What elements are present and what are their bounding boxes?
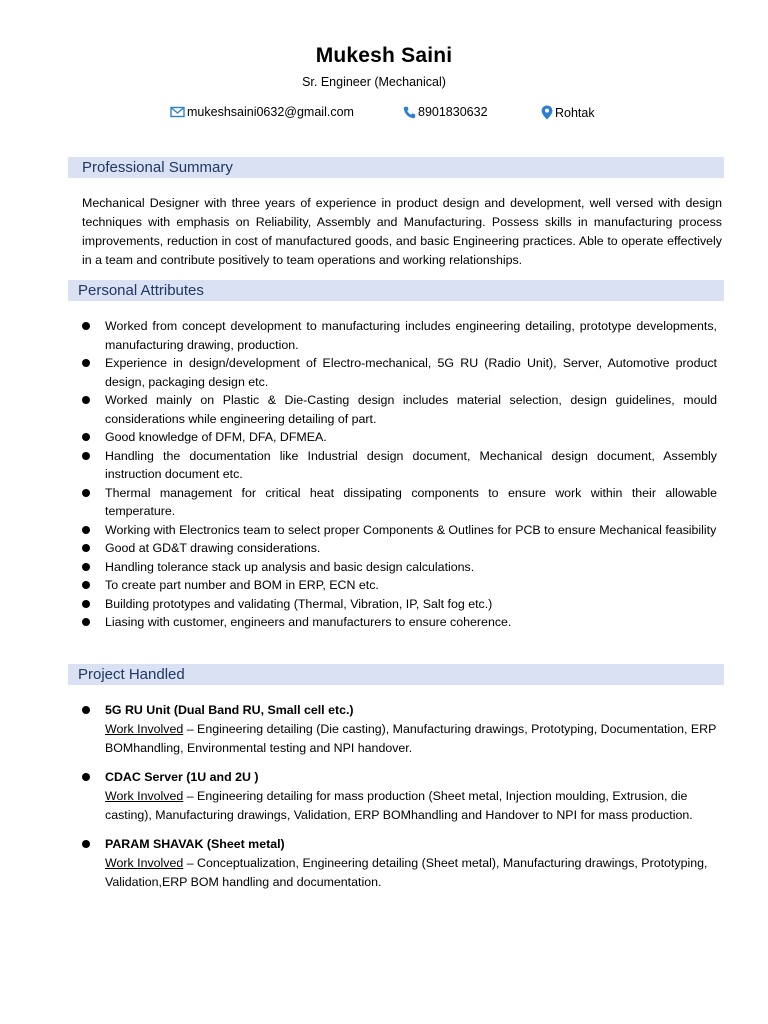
project-work: – Engineering detailing (Die casting), Manufacturing drawings, Prototyping, Documentation, ERP BOMhandling, Environmental testing and NPI handover. [105,722,717,755]
list-item: Working with Electronics team to select proper Components & Outlines for PCB to ensure Mechanical feasibility [80,521,717,540]
bullet-icon [82,840,90,848]
list-item: Building prototypes and validating (Thermal, Vibration, IP, Salt fog etc.) [80,595,717,614]
project-item [80,768,717,825]
bullet-icon [82,322,90,330]
bullet-icon [82,489,90,497]
bullet-icon [82,563,90,571]
bullet-icon [82,600,90,608]
bullet-icon [82,581,90,589]
list-item: To create part number and BOM in ERP, ECN etc. [80,576,717,595]
bullet-icon [82,452,90,460]
bullet-icon [82,359,90,367]
section-heading-projects: Project Handled [68,664,724,685]
projects-list [80,701,717,902]
bullet-icon [82,544,90,552]
list-item: Worked mainly on Plastic & Die-Casting design includes material selection, design guidelines, mould considerations while engineering detailing of part. [80,391,717,428]
project-item [80,835,717,892]
attributes-list [80,317,717,632]
project-work: – Conceptualization, Engineering detailing (Sheet metal), Manufacturing drawings, Prototyping, Validation,ERP BOM handling and documentation. [105,856,708,889]
list-item: Thermal management for critical heat dissipating components to ensure work within their allowable temperature. [80,484,717,521]
phone-icon [403,106,416,119]
bullet-icon [82,396,90,404]
location-pin-icon [541,105,553,120]
bullet-icon [82,618,90,626]
phone-text[interactable]: 8901830632 [418,105,488,119]
bullet-icon [82,433,90,441]
list-item: Good at GD&T drawing considerations. [80,539,717,558]
contact-email[interactable] [170,105,354,119]
contact-phone[interactable] [403,105,488,119]
work-involved-label: Work Involved [105,722,184,736]
bullet-icon [82,526,90,534]
list-item: Handling tolerance stack up analysis and basic design calculations. [80,558,717,577]
envelope-icon [170,106,185,118]
project-work: – Engineering detailing for mass production (Sheet metal, Injection moulding, Extrusion, die casting), Manufacturing drawings, Validation, ERP BOMhandling and Handover to NPI for mass production. [105,789,693,822]
project-title: CDAC Server (1U and 2U ) [105,770,259,784]
list-item: Experience in design/development of Electro-mechanical, 5G RU (Radio Unit), Server, Automotive product design, packaging design etc. [80,354,717,391]
candidate-role: Sr. Engineer (Mechanical) [302,75,446,89]
candidate-name: Mukesh Saini [315,44,453,67]
email-text[interactable]: mukeshsaini0632@gmail.com [187,105,354,119]
bullet-icon [82,773,90,781]
work-involved-label: Work Involved [105,856,184,870]
list-item: Good knowledge of DFM, DFA, DFMEA. [80,428,717,447]
summary-text: Mechanical Designer with three years of experience in product design and development, well versed with design techniques with emphasis on Reliability, Assembly and Manufacturing. Possess skills in manufacturing process improvements, reduction in cost of manufactured goods, and basic Engineering practices. Able to operate effectively in a team and contribute positively to team operations and working relationships. [82,196,722,267]
project-title: 5G RU Unit (Dual Band RU, Small cell etc.) [105,703,354,717]
work-involved-label: Work Involved [105,789,184,803]
location-text: Rohtak [555,105,595,120]
contact-location [541,105,595,120]
project-item [80,701,717,758]
section-heading-summary: Professional Summary [68,157,724,178]
bullet-icon [82,706,90,714]
project-title: PARAM SHAVAK (Sheet metal) [105,837,285,851]
list-item: Handling the documentation like Industrial design document, Mechanical design document, Assembly instruction document etc. [80,447,717,484]
list-item: Worked from concept development to manufacturing includes engineering detailing, prototype developments, manufacturing drawing, production. [80,317,717,354]
section-heading-attributes: Personal Attributes [68,280,724,301]
list-item: Liasing with customer, engineers and manufacturers to ensure coherence. [80,613,717,632]
